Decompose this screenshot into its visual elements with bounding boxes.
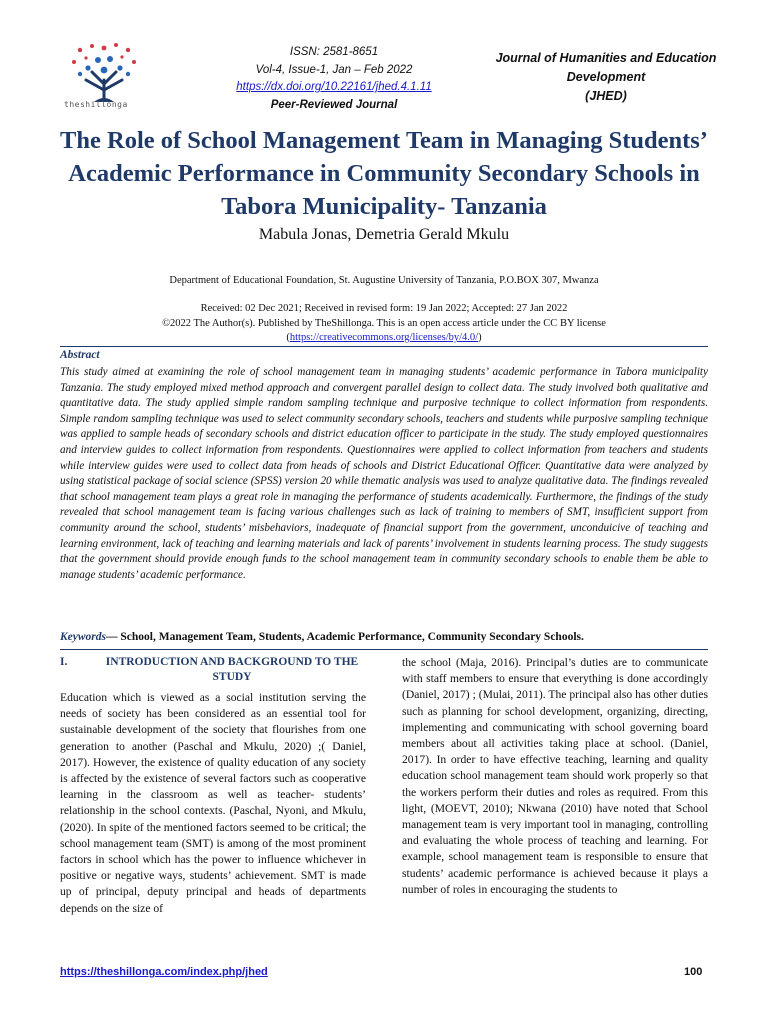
page-number: 100 [684, 966, 703, 978]
authors: Mabula Jonas, Demetria Gerald Mkulu [258, 226, 510, 243]
keywords [60, 631, 708, 643]
section-heading [60, 655, 366, 685]
logo-text: theshillonga [64, 100, 128, 109]
copyright-notice: ©2022 The Author(s). Published by TheShillonga. This is an open access article under the CC BY license [162, 317, 606, 329]
license-link[interactable]: https://creativecommons.org/licenses/by/4.0/ [289, 332, 479, 343]
abstract-text: This study aimed at examining the role of school management team in managing students’ academic performance in Tabora municipality Tanzania. The study employed mixed method approach and convergent parallel design to collect data. The study involved both qualitative and quantitative data. The study applied simple random sampling technique and purposive technique to collect information from respondents. Simple random sampling technique was used to select community secondary schools, teachers and students while purposive sampling technique was applied to sample heads of secondary schools and district education officer to participate in the study. The study employed questionnaires and interview guides to collect information from respondents. Questionnaires were applied to collect information from teachers and students while interview guides were used to collect data from heads of schools and District Educational Officer. Quantitative data were analyzed by using statistical package of social science (SPSS) version 20 while thematic analysis was used to analyze qualitative data. The findings revealed that school management team plays a great role in managing the performance of students academically. Furthermore, the findings of the study revealed that school management team is facing various challenges such as lack of training to members of SMT, insufficient support from community around the school, students’ misbehaviors, inadequate of financial support from the government, unconduicive of teaching and learning environment, lack of teaching and learning materials and lack of parents’ involvement in students learning process. The study suggests that the government should provide enough funds to the school management team in community secondary schools to enable them be able to manage students’ academic performance. [60, 366, 708, 581]
body-column-right: the school (Maja, 2016). Principal’s duties are to communicate with staff members to ensure that everything is done accordingly (Daniel, 2017) ; (Mulai, 2011). The principal also has other duties such as planning for school development, organizing, directing, implementing and communicating with school governing board members about all activities taking place at school. (Daniel, 2017). In order to have effective teaching, learning and quality education school management team should work properly so that the workers perform their duties and roles as required. From this light, (MOEVT, 2010); Nkwana (2010) have noted that School management team is very important tool in managing, controlling and evaluating the whole process of teaching and learning. For example, school management team is responsible to ensure that students’ academic performance is achieved because it plays a number of roles in encouraging the students to [402, 656, 708, 896]
license-close: ) [478, 332, 482, 343]
issn: ISSN: 2581-8651 [289, 46, 379, 58]
keywords-text: School, Management Team, Students, Academic Performance, Community Secondary Schools. [120, 631, 584, 643]
abstract-heading: Abstract [60, 349, 100, 361]
doi-link[interactable]: https://dx.doi.org/10.22161/jhed.4.1.11 [236, 81, 432, 93]
paper-title: The Role of School Management Team in Managing Students’ Academic Performance in Community Secondary Schools in Tabora Municipality- Tanzania [60, 127, 708, 220]
journal-url-link[interactable]: https://theshillonga.com/index.php/jhed [60, 966, 268, 978]
journal-name [490, 49, 722, 106]
keywords-label: Keywords [60, 631, 106, 643]
license-open: ( [286, 332, 290, 343]
volume-issue: Vol-4, Issue-1, Jan – Feb 2022 [255, 63, 413, 76]
divider-bottom [60, 649, 708, 650]
license-line [60, 331, 708, 346]
body-column-left: Education which is viewed as a social institution serving the needs of society has been considered as an essential tool for sustainable development of the society that flourishes from one generation to another (Paschal and Mkulu, 2020) ;( Daniel, 2017). However, the existence of quality education of any society is affected by the existence of several factors such as cooperative learning in the classroom as well as teacher- students’ relationship in the school contexts. (Paschal, Nyoni, and Mkulu, (2020). In spite of the mentioned factors seemed to be critical; the school management team (SMT) is among of the most prominent factors in school which has the power to influence whichever in positive or negative ways, students’ achievement. SMT is made up of principal, deputy principal and heads of departments depends on the size of [60, 691, 366, 915]
section-number: I. [60, 656, 68, 668]
journal-name-line2: Development [566, 70, 646, 84]
received-dates: Received: 02 Dec 2021; Received in revised form: 19 Jan 2022; Accepted: 27 Jan 2022 [200, 303, 568, 314]
issue-info [200, 44, 468, 114]
peer-reviewed-label: Peer-Reviewed Journal [270, 98, 398, 111]
keywords-separator: — [106, 631, 121, 643]
divider-top [60, 346, 708, 347]
journal-name-line1: Journal of Humanities and Education [495, 51, 717, 65]
publication-dates [60, 302, 708, 346]
journal-abbrev: (JHED) [585, 89, 627, 103]
section-title: INTRODUCTION AND BACKGROUND TO THE STUDY [105, 656, 359, 683]
affiliation: Department of Educational Foundation, St. Augustine University of Tanzania, P.O.BOX 307, Mwanza [169, 275, 599, 286]
